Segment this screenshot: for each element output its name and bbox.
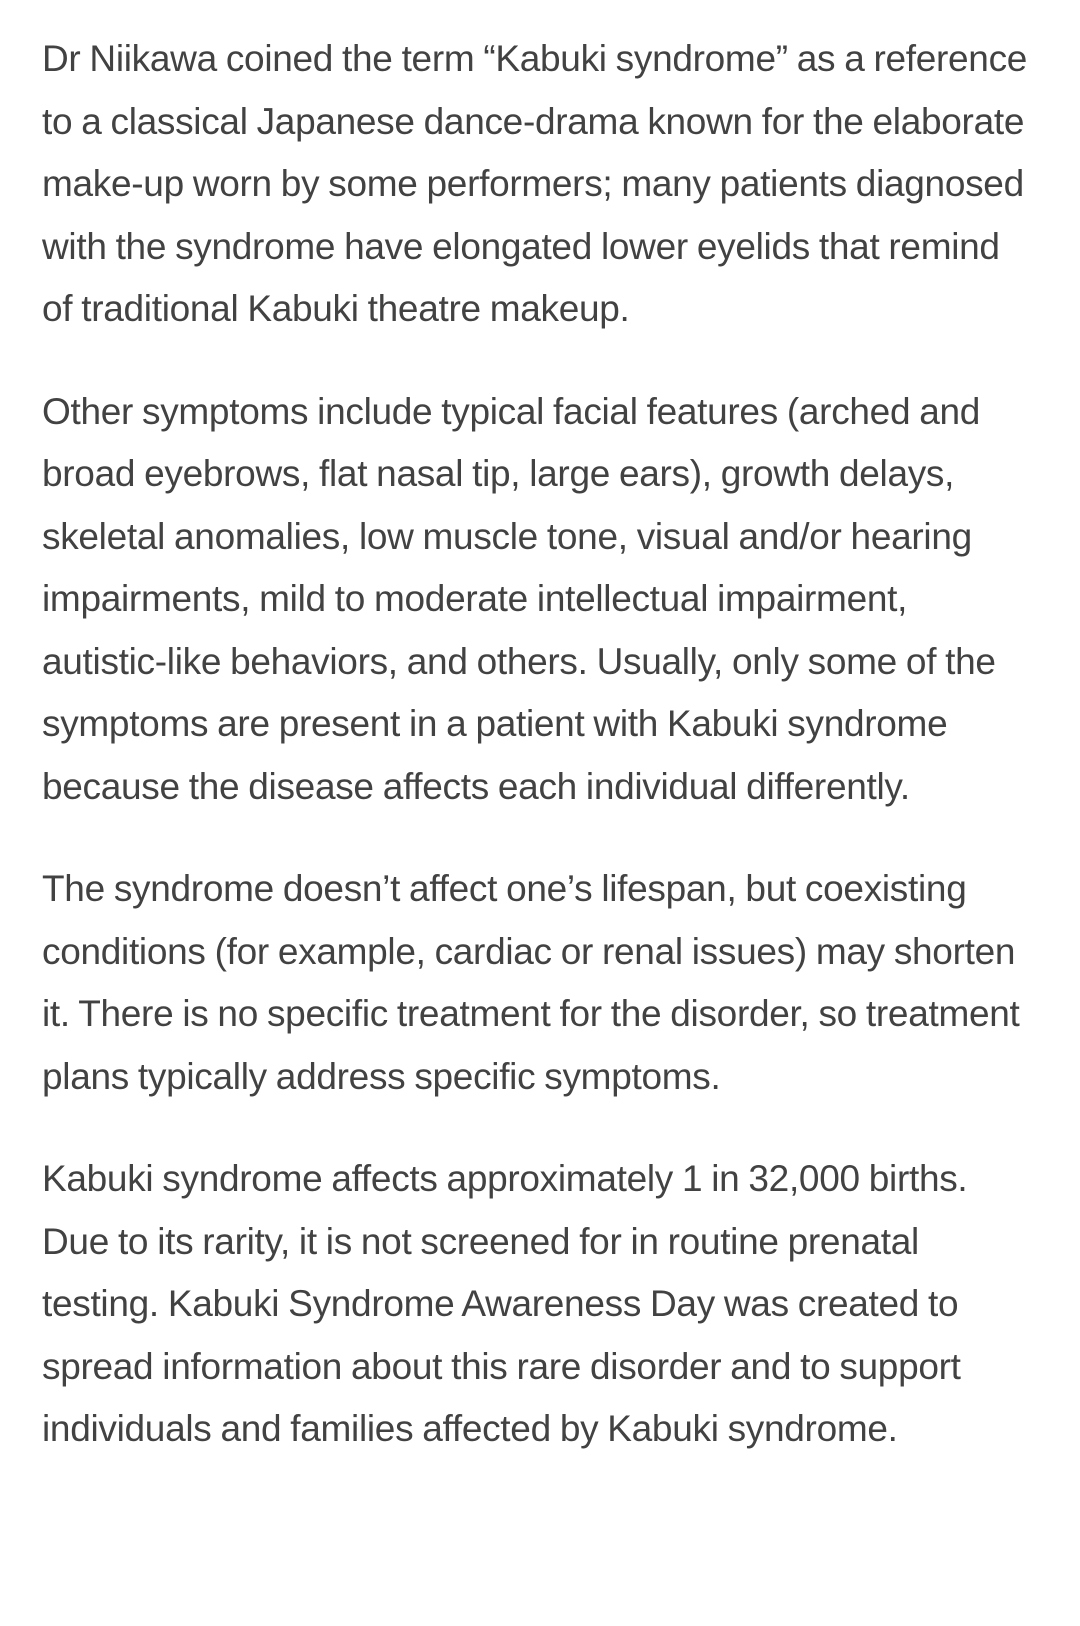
paragraph-lifespan: The syndrome doesn’t affect one’s lifespan, but coexisting conditions (for example, cardiac or renal issues) may shorten it. There is no specific treatment for the disorder, so treatment plans typically address specific symptoms. xyxy=(42,868,1020,1097)
paragraph-prevalence: Kabuki syndrome affects approximately 1 in 32,000 births. Due to its rarity, it is not screened for in routine prenatal testing. Kabuki Syndrome Awareness Day was created to spread information about this rare disorder and to support individuals and families affected by Kabuki syndrome. xyxy=(42,1158,968,1449)
paragraph-origin: Dr Niikawa coined the term “Kabuki syndrome” as a reference to a classical Japanese dance-drama known for the elaborate make-up worn by some performers; many patients diagnosed with the syndrome have elongated lower eyelids that remind of traditional Kabuki theatre makeup. xyxy=(42,38,1028,329)
paragraph-symptoms: Other symptoms include typical facial features (arched and broad eyebrows, flat nasal tip, large ears), growth delays, skeletal anomalies, low muscle tone, visual and/or hearing impairments, mild to moderate intellectual impairment, autistic-like behaviors, and others. Usually, only some of the symptoms are present in a patient with Kabuki syndrome because the disease affects each individual differently. xyxy=(42,390,996,807)
